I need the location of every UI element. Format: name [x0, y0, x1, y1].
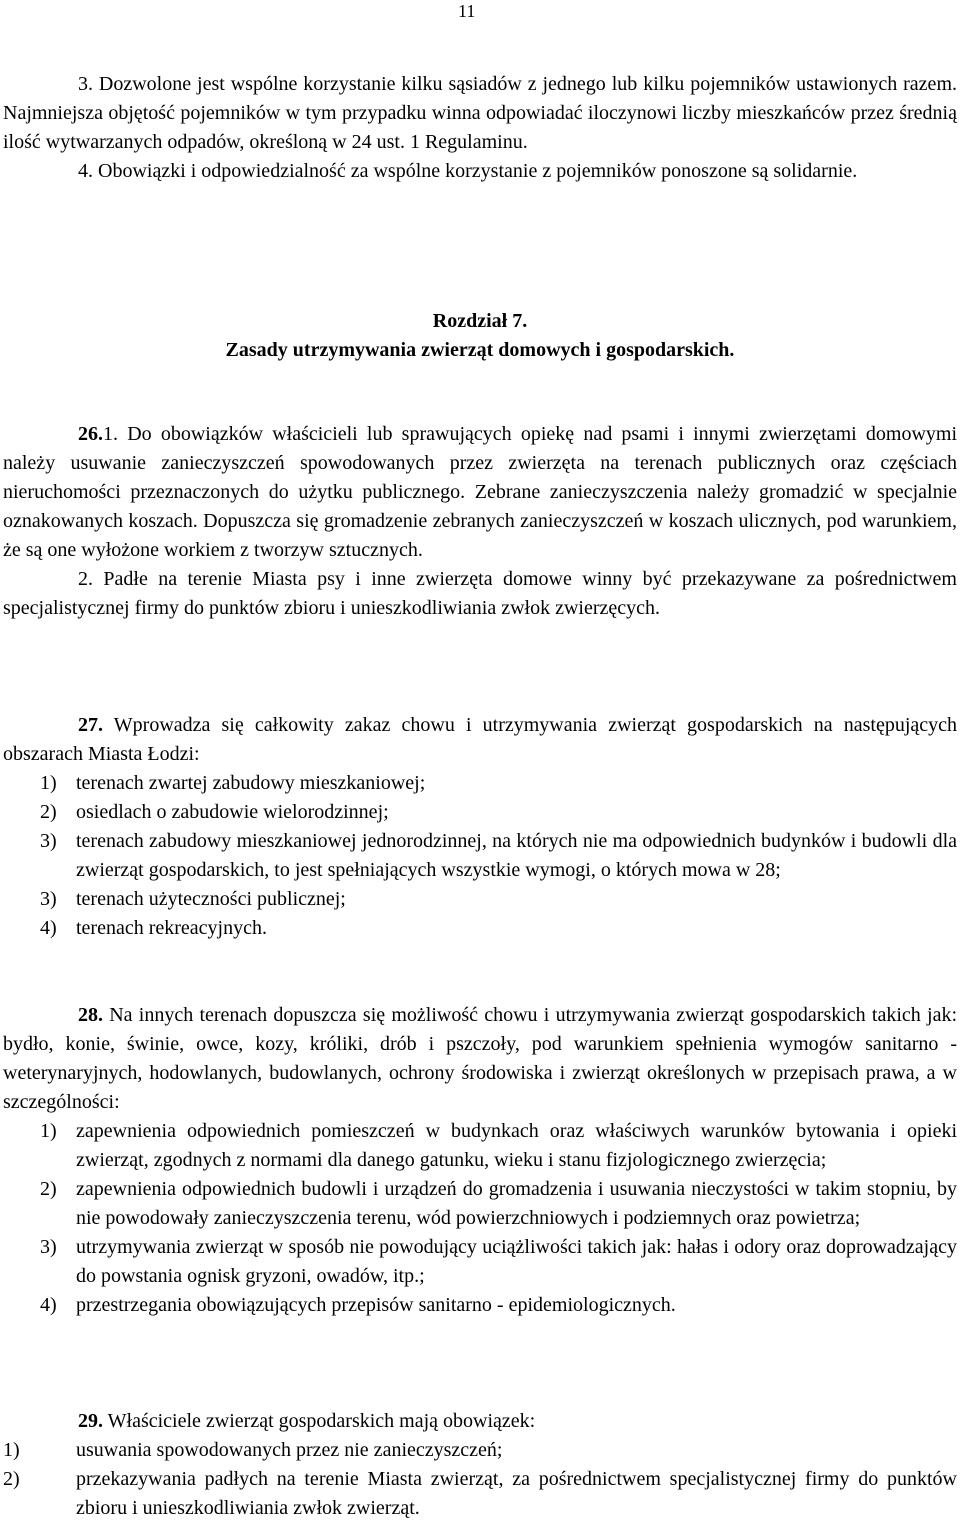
- list-item-text: przestrzegania obowiązujących przepisów sanitarno - epidemiologicznych.: [76, 1294, 676, 1316]
- chapter-heading: [0, 307, 960, 365]
- list-item-text: terenach zabudowy mieszkaniowej jednorodzinnej, na których nie ma odpowiednich budynków i budowli dla zwierząt gospodarskich, to jest spełniających wszystkie wymogi, o których mowa w 28;: [76, 830, 957, 881]
- list-item-text: przekazywania padłych na terenie Miasta zwierząt, za pośrednictwem specjalistycznej firmy do punktów zbioru i unieszkodliwiania zwłok zwierząt.: [76, 1468, 957, 1519]
- section-26-paragraph-2: 2. Padłe na terenie Miasta psy i inne zwierzęta domowe winny być przekazywane za pośrednictwem specjalistycznej firmy do punktów zbioru i unieszkodliwiania zwłok zwierzęcych.: [3, 568, 957, 619]
- section-28-list: [3, 1117, 957, 1320]
- section-number: 26.: [78, 423, 103, 445]
- chapter-number: Rozdział 7.: [432, 310, 528, 332]
- list-item-text: usuwania spowodowanych przez nie zanieczyszczeń;: [76, 1439, 503, 1461]
- list-item: [3, 769, 957, 798]
- section-number: 27.: [78, 714, 103, 736]
- page-number: 11: [458, 1, 476, 21]
- section-27: [3, 711, 957, 943]
- section-29: [3, 1407, 957, 1523]
- section-27-list: [3, 769, 957, 943]
- list-item-number: 4): [40, 1294, 57, 1316]
- list-item-number: 2): [3, 1468, 20, 1490]
- section-27-intro: [3, 711, 957, 769]
- section-28-intro-text: Na innych terenach dopuszcza się możliwość chowu i utrzymywania zwierząt gospodarskich takich jak: bydło, konie, świnie, owce, kozy, króliki, drób i pszczoły, pod warunkiem spełnienia wymogów sanitarno - weterynaryjnych, hodowlanych, budowlanych, ochrony środowiska i zwierząt określonych w przepisach prawa, a w szczególności:: [3, 1004, 957, 1113]
- list-item-text: terenach użyteczności publicznej;: [76, 888, 346, 910]
- list-item-number: 2): [40, 801, 57, 823]
- list-item: [3, 1291, 957, 1320]
- list-item-text: terenach rekreacyjnych.: [76, 917, 267, 939]
- chapter-title: Zasady utrzymywania zwierząt domowych i gospodarskich.: [225, 339, 735, 361]
- section-number: 28.: [78, 1004, 103, 1026]
- section-26-text-1: 1. Do obowiązków właścicieli lub sprawujących opiekę nad psami i innymi zwierzętami domowymi należy usuwanie zanieczyszczeń spowodowanych przez zwierzęta na terenach publicznych oraz częściach nieruchomości przeznaczonych do użytku publicznego. Zebrane zanieczyszczenia należy gromadzić w specjalnie oznakowanych koszach. Dopuszcza się gromadzenie zebranych zanieczyszczeń w koszach ulicznych, pod warunkiem, że są one wyłożone workiem z tworzyw sztucznych.: [3, 423, 957, 561]
- list-item-text: zapewnienia odpowiednich budowli i urządzeń do gromadzenia i usuwania nieczystości w takim stopniu, by nie powodowały zanieczyszczenia terenu, wód powierzchniowych i podziemnych oraz powietrza;: [76, 1178, 957, 1229]
- list-item: [3, 1436, 957, 1465]
- section-27-intro-text: Wprowadza się całkowity zakaz chowu i utrzymywania zwierząt gospodarskich na następujących obszarach Miasta Łodzi:: [3, 714, 958, 765]
- list-item: [3, 1465, 957, 1523]
- list-item-number: 1): [3, 1439, 20, 1461]
- list-item: [3, 1233, 957, 1291]
- list-item-text: osiedlach o zabudowie wielorodzinnej;: [76, 801, 389, 823]
- list-item-number: 3): [40, 1236, 57, 1258]
- list-item: [3, 914, 957, 943]
- list-item: [3, 827, 957, 885]
- section-28-intro: [3, 1001, 957, 1117]
- paragraph-4: 4. Obowiązki i odpowiedzialność za wspólne korzystanie z pojemników ponoszone są solidarnie.: [78, 160, 858, 182]
- list-item: [3, 885, 957, 914]
- list-item-number: 4): [40, 917, 57, 939]
- section-26-paragraph-1: [3, 420, 957, 565]
- list-item: [3, 1117, 957, 1175]
- section-28: [3, 1001, 957, 1320]
- list-item-number: 1): [40, 772, 57, 794]
- list-item-text: terenach zwartej zabudowy mieszkaniowej;: [76, 772, 426, 794]
- list-item-text: utrzymywania zwierząt w sposób nie powodujący uciążliwości takich jak: hałas i odory oraz doprowadzający do powstania ognisk gryzoni, owadów, itp.;: [76, 1236, 957, 1287]
- paragraph-3: 3. Dozwolone jest wspólne korzystanie kilku sąsiadów z jednego lub kilku pojemników ustawionych razem. Najmniejsza objętość pojemników w tym przypadku winna odpowiadać iloczynowi liczby mieszkańców przez średnią ilość wytwarzanych odpadów, określoną w 24 ust. 1 Regulaminu.: [3, 73, 957, 153]
- list-item-text: zapewnienia odpowiednich pomieszczeń w budynkach oraz właściwych warunków bytowania i opieki zwierząt, zgodnych z normami dla danego gatunku, wieku i stanu fizjologicznego zwierzęcia;: [76, 1120, 957, 1171]
- list-item-number: 2): [40, 1178, 57, 1200]
- list-item-number: 3): [40, 888, 57, 910]
- list-item: [3, 798, 957, 827]
- section-29-intro: [3, 1407, 957, 1436]
- intro-section: [3, 70, 957, 186]
- list-item: [3, 1175, 957, 1233]
- list-item-number: 3): [40, 830, 57, 852]
- section-26: [3, 420, 957, 623]
- section-29-intro-text: Właściciele zwierząt gospodarskich mają obowiązek:: [107, 1410, 536, 1432]
- section-29-list: [3, 1436, 957, 1523]
- section-number: 29.: [78, 1410, 103, 1432]
- list-item-number: 1): [40, 1120, 57, 1142]
